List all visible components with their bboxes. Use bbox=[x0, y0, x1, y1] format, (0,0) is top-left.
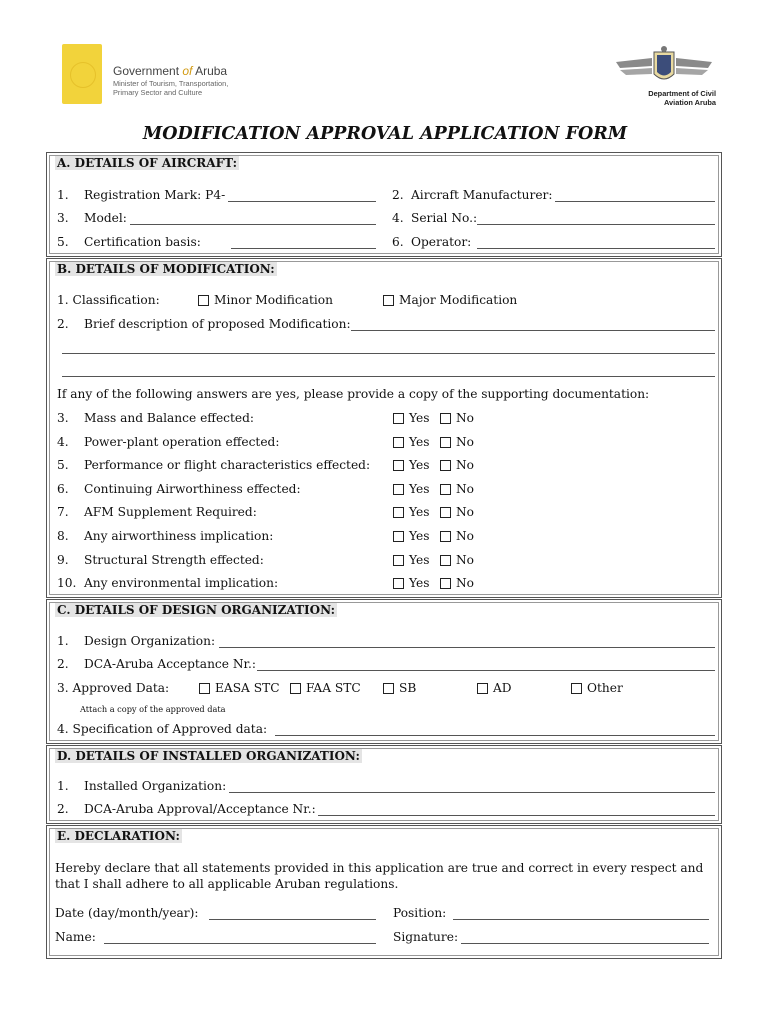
declaration-text: Hereby declare that all statements provided in this application are true and correct in every respect and that I shall adhere to all applicable Aruban regulations. bbox=[55, 861, 704, 891]
question-label: Continuing Airworthiness effected: bbox=[84, 481, 301, 496]
yes-checkbox[interactable] bbox=[393, 484, 404, 495]
specification-field[interactable] bbox=[275, 735, 715, 736]
field-number: 2. bbox=[57, 657, 69, 671]
minor-modification-option[interactable]: Minor Modification bbox=[198, 293, 333, 307]
name-label: Name: bbox=[55, 930, 96, 944]
section-design-organization bbox=[46, 599, 722, 744]
section-modification-details bbox=[46, 258, 722, 598]
attach-note: Attach a copy of the approved data bbox=[80, 704, 226, 714]
yes-checkbox[interactable] bbox=[393, 437, 404, 448]
faa-stc-checkbox[interactable] bbox=[290, 683, 301, 694]
yes-checkbox[interactable] bbox=[393, 555, 404, 566]
dca-name: Department of Civil Aviation Aruba bbox=[648, 89, 716, 107]
no-option[interactable]: No bbox=[440, 482, 474, 496]
field-number: 2. bbox=[57, 802, 69, 816]
yes-checkbox[interactable] bbox=[393, 460, 404, 471]
question-number: 5. bbox=[57, 458, 69, 473]
major-modification-option[interactable]: Major Modification bbox=[383, 293, 517, 307]
easa-stc-checkbox[interactable] bbox=[199, 683, 210, 694]
date-field[interactable] bbox=[209, 919, 376, 920]
approval-number-label: DCA-Aruba Approval/Acceptance Nr.: bbox=[84, 802, 316, 816]
section-c-heading: C. DETAILS OF DESIGN ORGANIZATION: bbox=[57, 603, 336, 617]
section-aircraft-details bbox=[46, 152, 722, 257]
government-title: Government of Aruba bbox=[113, 64, 228, 78]
question-number: 6. bbox=[57, 481, 69, 496]
yes-option[interactable]: Yes bbox=[393, 553, 429, 567]
registration-mark-label: Registration Mark: P4- bbox=[84, 188, 226, 202]
field-number: 5. bbox=[57, 235, 69, 249]
section-d-heading: D. DETAILS OF INSTALLED ORGANIZATION: bbox=[57, 749, 360, 763]
section-declaration bbox=[46, 825, 722, 959]
yes-checkbox[interactable] bbox=[393, 578, 404, 589]
question-label: Any environmental implication: bbox=[84, 576, 279, 591]
description-label: Brief description of proposed Modification: bbox=[84, 317, 351, 331]
no-checkbox[interactable] bbox=[440, 507, 451, 518]
government-of-aruba-logo bbox=[62, 44, 102, 104]
yes-option[interactable]: Yes bbox=[393, 482, 429, 496]
no-checkbox[interactable] bbox=[440, 437, 451, 448]
serial-number-label: Serial No.: bbox=[411, 211, 478, 225]
no-option[interactable]: No bbox=[440, 411, 474, 425]
aruba-crest-icon bbox=[70, 62, 96, 88]
ministry-subtitle: Minister of Tourism, Transportation, Primary Sector and Culture bbox=[113, 79, 229, 97]
field-number: 2. bbox=[392, 188, 404, 202]
option-faa-stc[interactable]: FAA STC bbox=[290, 681, 361, 695]
registration-mark-field[interactable] bbox=[228, 201, 376, 202]
no-option[interactable]: No bbox=[440, 505, 474, 519]
no-checkbox[interactable] bbox=[440, 460, 451, 471]
installed-organization-field[interactable] bbox=[229, 792, 715, 793]
yes-option[interactable]: Yes bbox=[393, 529, 429, 543]
no-checkbox[interactable] bbox=[440, 531, 451, 542]
classification-label: 1. Classification: bbox=[57, 293, 160, 307]
section-a-heading: A. DETAILS OF AIRCRAFT: bbox=[57, 156, 238, 170]
acceptance-number-label: DCA-Aruba Acceptance Nr.: bbox=[84, 657, 256, 671]
model-label: Model: bbox=[84, 211, 127, 225]
yes-option[interactable]: Yes bbox=[393, 576, 429, 590]
date-label: Date (day/month/year): bbox=[55, 906, 199, 920]
yes-checkbox[interactable] bbox=[393, 413, 404, 424]
question-number: 7. bbox=[57, 505, 69, 520]
description-field-line-3[interactable] bbox=[62, 376, 715, 377]
ad-checkbox[interactable] bbox=[477, 683, 488, 694]
field-number: 6. bbox=[392, 235, 404, 249]
field-number: 1. bbox=[57, 188, 69, 202]
section-b-heading: B. DETAILS OF MODIFICATION: bbox=[57, 262, 275, 276]
model-field[interactable] bbox=[130, 224, 376, 225]
design-organization-label: Design Organization: bbox=[84, 634, 216, 648]
yes-checkbox[interactable] bbox=[393, 531, 404, 542]
field-number: 3. bbox=[57, 211, 69, 225]
position-label: Position: bbox=[393, 906, 447, 920]
aircraft-manufacturer-label: Aircraft Manufacturer: bbox=[411, 188, 553, 202]
description-field-line-2[interactable] bbox=[62, 353, 715, 354]
no-checkbox[interactable] bbox=[440, 413, 451, 424]
major-modification-checkbox[interactable] bbox=[383, 295, 394, 306]
question-number: 9. bbox=[57, 552, 69, 567]
yes-option[interactable]: Yes bbox=[393, 435, 429, 449]
design-organization-field[interactable] bbox=[219, 647, 715, 648]
form-title: MODIFICATION APPROVAL APPLICATION FORM bbox=[142, 124, 628, 144]
certification-basis-field[interactable] bbox=[231, 248, 376, 249]
operator-label: Operator: bbox=[411, 235, 472, 249]
yes-option[interactable]: Yes bbox=[393, 411, 429, 425]
question-label: Mass and Balance effected: bbox=[84, 411, 254, 425]
question-label: Any airworthiness implication: bbox=[84, 529, 274, 543]
no-checkbox[interactable] bbox=[440, 578, 451, 589]
dca-wings-logo bbox=[612, 44, 716, 92]
field-number: 1. bbox=[57, 634, 69, 648]
question-number: 4. bbox=[57, 434, 69, 449]
specification-label: 4. Specification of Approved data: bbox=[57, 722, 268, 736]
no-checkbox[interactable] bbox=[440, 555, 451, 566]
question-number: 8. bbox=[57, 529, 69, 543]
acceptance-number-field[interactable] bbox=[257, 670, 715, 671]
installed-organization-label: Installed Organization: bbox=[84, 779, 227, 793]
option-sb[interactable]: SB bbox=[383, 681, 416, 695]
name-field[interactable] bbox=[104, 943, 376, 944]
field-number: 4. bbox=[392, 211, 404, 225]
aircraft-manufacturer-field[interactable] bbox=[555, 201, 715, 202]
no-checkbox[interactable] bbox=[440, 484, 451, 495]
yes-checkbox[interactable] bbox=[393, 507, 404, 518]
option-ad[interactable]: AD bbox=[477, 681, 512, 695]
section-e-heading: E. DECLARATION: bbox=[57, 829, 180, 843]
approval-number-field[interactable] bbox=[318, 815, 715, 816]
description-field-line-1[interactable] bbox=[351, 330, 715, 331]
yes-option[interactable]: Yes bbox=[393, 458, 429, 472]
question-label: Performance or flight characteristics effected: bbox=[84, 458, 371, 473]
section-installed-organization bbox=[46, 745, 722, 824]
minor-modification-checkbox[interactable] bbox=[198, 295, 209, 306]
serial-number-field[interactable] bbox=[477, 224, 715, 225]
no-option[interactable]: No bbox=[440, 435, 474, 449]
question-label: AFM Supplement Required: bbox=[84, 505, 257, 520]
position-field[interactable] bbox=[453, 919, 709, 920]
no-option[interactable]: No bbox=[440, 529, 474, 543]
question-number: 3. bbox=[57, 411, 69, 425]
question-label: Power-plant operation effected: bbox=[84, 434, 280, 449]
signature-label: Signature: bbox=[393, 930, 459, 944]
question-label: Structural Strength effected: bbox=[84, 552, 264, 567]
option-easa-stc[interactable]: EASA STC bbox=[199, 681, 280, 695]
other-checkbox[interactable] bbox=[571, 683, 582, 694]
sb-checkbox[interactable] bbox=[383, 683, 394, 694]
documentation-instruction: If any of the following answers are yes, please provide a copy of the supporting documentation: bbox=[57, 387, 650, 401]
signature-field[interactable] bbox=[461, 943, 709, 944]
question-number: 10. bbox=[57, 576, 77, 591]
field-number: 1. bbox=[57, 779, 69, 793]
yes-option[interactable]: Yes bbox=[393, 505, 429, 519]
option-other[interactable]: Other bbox=[571, 681, 623, 695]
no-option[interactable]: No bbox=[440, 553, 474, 567]
certification-basis-label: Certification basis: bbox=[84, 235, 201, 249]
operator-field[interactable] bbox=[477, 248, 715, 249]
approved-data-label: 3. Approved Data: bbox=[57, 681, 170, 695]
no-option[interactable]: No bbox=[440, 458, 474, 472]
field-number: 2. bbox=[57, 317, 69, 331]
no-option[interactable]: No bbox=[440, 576, 474, 590]
